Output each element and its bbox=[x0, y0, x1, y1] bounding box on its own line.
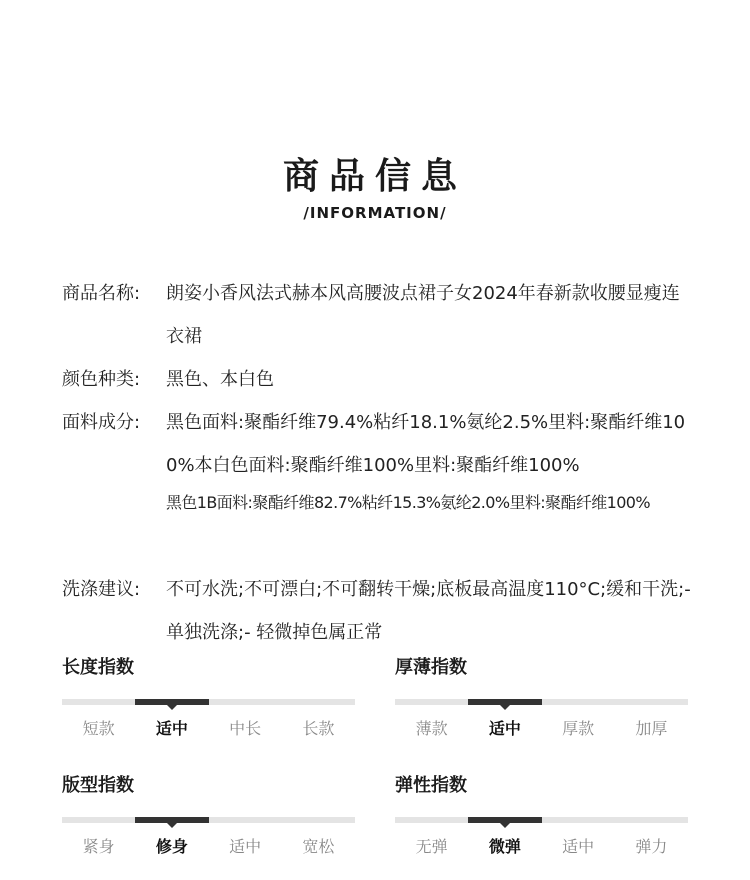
color-label: 颜色种类: bbox=[62, 369, 141, 390]
elasticity-index-track bbox=[395, 817, 688, 823]
fit-index-marker bbox=[135, 817, 208, 823]
product-name-value: 朗姿小香风法式赫本风高腰波点裙子女2024年春新款收腰显瘦连衣裙 bbox=[166, 283, 680, 347]
thickness-index-marker bbox=[468, 699, 541, 705]
color-value: 黑色、本白色 bbox=[166, 369, 274, 390]
length-option: 长款 bbox=[302, 719, 335, 738]
fit-option: 修身 bbox=[155, 837, 188, 856]
product-name-label: 商品名称: bbox=[62, 283, 141, 304]
thickness-index-track bbox=[395, 699, 688, 705]
elasticity-option: 无弹 bbox=[415, 837, 448, 856]
thickness-option: 薄款 bbox=[415, 719, 448, 738]
length-option: 中长 bbox=[229, 719, 262, 738]
fit-option: 宽松 bbox=[302, 837, 335, 856]
fabric-extra-line: 黑色1B面料:聚酯纤维82.7%粘纤15.3%氨纶2.0%里料:聚酯纤维100% bbox=[166, 493, 650, 512]
length-option: 适中 bbox=[155, 719, 188, 738]
length-index-track bbox=[62, 699, 355, 705]
elasticity-index-marker bbox=[468, 817, 541, 823]
thickness-index bbox=[395, 653, 688, 741]
page-title: 商品信息 bbox=[282, 156, 467, 197]
elasticity-index bbox=[395, 771, 688, 859]
page-subtitle: /INFORMATION/ bbox=[303, 204, 447, 222]
thickness-option: 适中 bbox=[488, 719, 521, 738]
fit-option: 适中 bbox=[229, 837, 262, 856]
length-index-title: 长度指数 bbox=[62, 657, 134, 678]
length-index bbox=[62, 653, 355, 741]
thickness-option: 加厚 bbox=[635, 719, 668, 738]
fit-option: 紧身 bbox=[82, 837, 115, 856]
length-index-marker bbox=[135, 699, 208, 705]
length-option: 短款 bbox=[82, 719, 115, 738]
fit-index bbox=[62, 771, 355, 859]
fabric-label: 面料成分: bbox=[62, 412, 141, 433]
thickness-option: 厚款 bbox=[562, 719, 595, 738]
elasticity-index-title: 弹性指数 bbox=[395, 775, 467, 796]
fit-index-title: 版型指数 bbox=[62, 775, 134, 796]
elasticity-option: 微弹 bbox=[488, 837, 521, 856]
wash-label: 洗涤建议: bbox=[62, 579, 141, 600]
elasticity-option: 适中 bbox=[562, 837, 595, 856]
elasticity-option: 弹力 bbox=[635, 837, 668, 856]
thickness-index-title: 厚薄指数 bbox=[395, 657, 467, 678]
fabric-value: 黑色面料:聚酯纤维79.4%粘纤18.1%氨纶2.5%里料:聚酯纤维100%本白色面料:聚酯纤维100%里料:聚酯纤维100% bbox=[166, 412, 686, 476]
wash-value: 不可水洗;不可漂白;不可翻转干燥;底板最高温度110°C;缓和干洗;- 单独洗涤;- 轻微掉色属正常 bbox=[166, 579, 691, 643]
fit-index-track bbox=[62, 817, 355, 823]
